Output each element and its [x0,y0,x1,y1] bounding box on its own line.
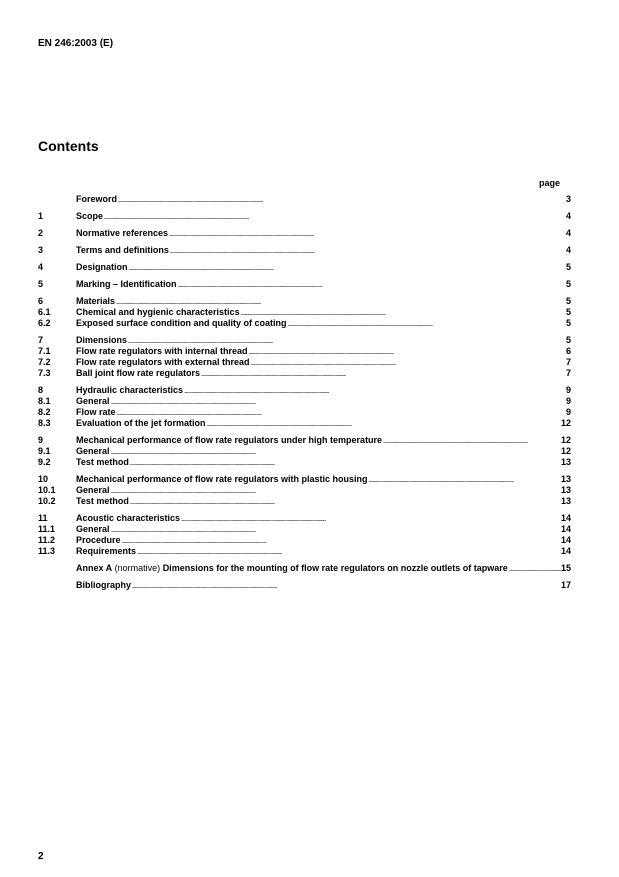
toc-entry[interactable] [38,279,571,290]
toc-entry-title: Requirements [76,546,137,556]
toc-entry-page: 13 [560,474,571,484]
toc-entry-title: General [76,446,110,456]
toc-entry[interactable] [38,446,571,457]
toc-entry-number: 7.1 [38,346,51,356]
toc-entry-title-main: Annex A [76,563,113,573]
toc-entry[interactable] [38,546,571,557]
table-of-contents [38,194,571,597]
toc-entry-page: 15 [560,563,571,573]
toc-group [38,194,571,205]
toc-entry-page: 5 [565,335,571,345]
toc-entry-number: 2 [38,228,44,238]
toc-group [38,228,571,239]
toc-entry-title: Mechanical performance of flow rate regulators with plastic housing [76,474,368,484]
toc-entry[interactable] [38,346,571,357]
toc-group [38,335,571,379]
toc-dot-leader [178,279,566,292]
toc-entry-page: 9 [565,407,571,417]
toc-group [38,211,571,222]
toc-entry-page: 14 [560,535,571,545]
toc-entry-page: 17 [560,580,571,590]
toc-entry[interactable] [38,496,571,507]
toc-entry[interactable] [38,245,571,256]
toc-entry-page: 9 [565,385,571,395]
toc-dot-leader [201,368,566,381]
toc-entry-title: Flow rate [76,407,116,417]
toc-entry-title: Scope [76,211,104,221]
toc-entry[interactable] [38,485,571,496]
toc-entry[interactable] [38,194,571,205]
toc-entry-title: Flow rate regulators with internal thread [76,346,248,356]
toc-dot-leader [169,228,566,241]
toc-entry-page: 12 [560,446,571,456]
toc-dot-leader [130,496,561,509]
toc-group [38,580,571,591]
toc-entry-page: 5 [565,318,571,328]
toc-entry-title-qualifier: (normative) [112,563,163,573]
toc-entry[interactable] [38,318,571,329]
toc-entry[interactable] [38,357,571,368]
toc-entry-page: 3 [565,194,571,204]
toc-entry-title: Procedure [76,535,121,545]
toc-entry-title: Hydraulic characteristics [76,385,184,395]
toc-dot-leader [132,580,561,593]
toc-entry-title: Terms and definitions [76,245,169,255]
toc-group [38,279,571,290]
toc-entry-title: Bibliography [76,580,132,590]
toc-entry[interactable] [38,385,571,396]
toc-entry-number: 7.3 [38,368,51,378]
page-column-label: page [539,178,561,188]
toc-entry-page: 5 [565,307,571,317]
toc-entry-page: 14 [560,524,571,534]
toc-entry[interactable] [38,457,571,468]
toc-entry-number: 11 [38,513,48,523]
toc-entry-number: 8.2 [38,407,51,417]
toc-entry-page: 6 [565,346,571,356]
toc-group [38,245,571,256]
toc-entry-number: 4 [38,262,44,272]
toc-entry[interactable] [38,580,571,591]
toc-entry-number: 8.3 [38,418,51,428]
toc-entry-page: 12 [560,418,571,428]
toc-entry[interactable] [38,228,571,239]
toc-entry-title: Chemical and hygienic characteristics [76,307,240,317]
toc-entry-number: 6.1 [38,307,51,317]
toc-entry[interactable] [38,563,571,574]
toc-entry-page: 9 [565,396,571,406]
toc-entry-page: 5 [565,296,571,306]
toc-entry-number: 9.2 [38,457,51,467]
toc-entry-page: 13 [560,485,571,495]
toc-entry-title: Acoustic characteristics [76,513,181,523]
toc-entry-number: 11.2 [38,535,56,545]
toc-entry-title: Evaluation of the jet formation [76,418,206,428]
toc-entry[interactable] [38,368,571,379]
toc-entry-title: Test method [76,457,129,467]
page-title: Contents [38,138,99,154]
toc-entry[interactable] [38,396,571,407]
toc-entry[interactable] [38,418,571,429]
toc-entry-page: 13 [560,496,571,506]
toc-entry-page: 5 [565,279,571,289]
toc-entry-number: 3 [38,245,44,255]
toc-dot-leader [509,563,561,576]
toc-entry-title: Exposed surface condition and quality of coating [76,318,287,328]
toc-group [38,474,571,507]
toc-entry-page: 7 [565,368,571,378]
toc-entry-number: 7 [38,335,44,345]
toc-entry-number: 8.1 [38,396,51,406]
toc-dot-leader [170,245,566,258]
toc-entry[interactable] [38,435,571,446]
toc-entry-number: 6 [38,296,44,306]
toc-entry-page: 4 [565,245,571,255]
toc-dot-leader [288,318,566,331]
toc-entry-page: 12 [560,435,571,445]
toc-entry-number: 10 [38,474,49,484]
toc-entry[interactable] [38,474,571,485]
toc-entry-title: Flow rate regulators with external thread [76,357,250,367]
toc-dot-leader [118,194,566,207]
toc-group [38,262,571,273]
toc-group [38,296,571,329]
page-number: 2 [38,851,44,862]
toc-dot-leader [129,262,566,275]
toc-entry[interactable] [38,262,571,273]
toc-entry-number: 8 [38,385,44,395]
toc-entry-number: 10.2 [38,496,56,506]
toc-entry-title: Materials [76,296,116,306]
toc-entry-page: 14 [560,513,571,523]
toc-entry-title: Foreword [76,194,118,204]
toc-entry[interactable] [38,513,571,524]
toc-entry-number: 9 [38,435,44,445]
toc-entry-page: 7 [565,357,571,367]
toc-entry[interactable] [38,335,571,346]
toc-entry-number: 6.2 [38,318,51,328]
toc-entry-number: 11.3 [38,546,56,556]
toc-entry-title: Test method [76,496,129,506]
toc-dot-leader [137,546,561,559]
toc-entry-number: 9.1 [38,446,51,456]
toc-entry[interactable] [38,296,571,307]
toc-entry[interactable] [38,524,571,535]
toc-dot-leader [207,418,561,431]
toc-entry-number: 7.2 [38,357,51,367]
toc-entry-title-rest: Dimensions for the mounting of flow rate regulators on nozzle outlets of tapware [162,563,508,573]
toc-entry-title: Ball joint flow rate regulators [76,368,201,378]
toc-entry-page: 4 [565,211,571,221]
toc-entry-page: 4 [565,228,571,238]
toc-group [38,385,571,429]
toc-entry-number: 10.1 [38,485,56,495]
toc-entry-title: Designation [76,262,128,272]
toc-entry-number: 5 [38,279,44,289]
toc-entry-number: 1 [38,211,44,221]
toc-entry-page: 5 [565,262,571,272]
toc-dot-leader [104,211,566,224]
toc-entry[interactable] [38,307,571,318]
document-id: EN 246:2003 (E) [38,38,114,49]
toc-dot-leader [130,457,561,470]
toc-entry-title: Marking – Identification [76,279,177,289]
toc-entry[interactable] [38,407,571,418]
toc-entry-title: General [76,524,110,534]
toc-entry-title: Normative references [76,228,169,238]
toc-entry-page: 13 [560,457,571,467]
toc-entry-title [76,563,508,574]
toc-entry[interactable] [38,211,571,222]
toc-entry-number: 11.1 [38,524,56,534]
toc-entry-title: General [76,485,110,495]
toc-entry-title: General [76,396,110,406]
toc-entry-title: Mechanical performance of flow rate regulators under high temperature [76,435,383,445]
toc-entry-page: 14 [560,546,571,556]
toc-group [38,513,571,557]
toc-group [38,563,571,574]
toc-group [38,435,571,468]
toc-entry-title: Dimensions [76,335,128,345]
toc-entry[interactable] [38,535,571,546]
